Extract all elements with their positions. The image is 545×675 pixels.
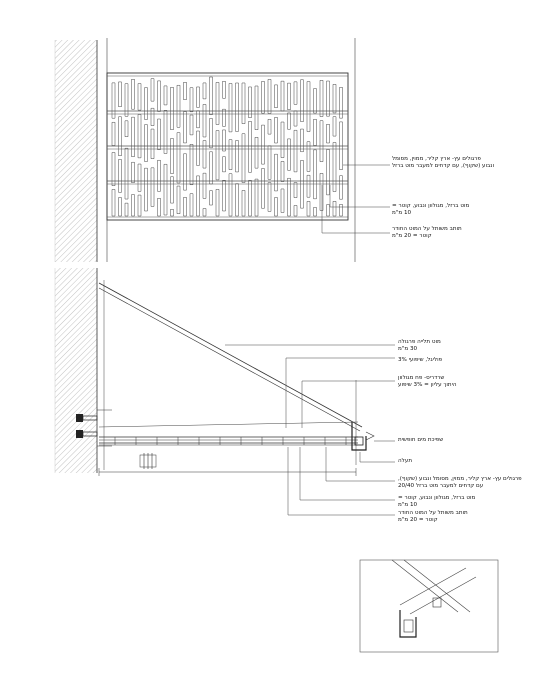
leader-top-rod: [330, 185, 390, 207]
section-label-polycarbonate: פוליגל, שיפועי 3%: [398, 357, 443, 363]
section-label-flashing: שרדריס- פח מגולוון היתוך עליון = 3% שיפוע: [398, 375, 457, 388]
detail-inset: [360, 560, 498, 652]
section-view: [55, 268, 395, 515]
section-label-steel-rod: מוט ברזל, מגולוון ונבוע, קוטר = 10 מ"מ: [398, 495, 476, 508]
deck-slat-joints: [115, 437, 346, 445]
gutter-profile: [352, 422, 374, 450]
detail-clip: [433, 598, 441, 607]
leader-wood-slats: [326, 447, 395, 481]
top-view-plan: [55, 38, 390, 262]
leader-top-sleeve: [322, 185, 390, 233]
lower-bracket: [140, 453, 156, 469]
section-label-drain: שפיכת מים חופשית: [398, 437, 444, 443]
top-wall-hatch: [55, 40, 97, 262]
hanging-rod: [99, 283, 362, 427]
leader-gutter: [360, 452, 395, 462]
section-label-wood-slats: פרגולים עץ- ארץ קליר, ממוין, מסומל ונבוע (שקוף), עם קדחים למעבר מוט ברזל 20/40: [398, 476, 522, 489]
section-label-gutter: תעלה: [398, 458, 413, 464]
section-label-hanging-rod: מוט תלייה פרגולה 30 מ"מ: [398, 339, 441, 352]
leader-flashing: [302, 381, 395, 428]
section-label-sleeve: תותב משותל על המוט החודר קוטר = 20 מ"מ: [398, 510, 468, 523]
top-label-wood-slats: פרגולים עץ- ארץ קליר, ממוין, מסומל ונבוע (שקוף), עם קדחים למעבר מוט ברזל: [392, 156, 495, 169]
leader-polycarbonate: [286, 358, 395, 428]
section-wall-hatch: [55, 268, 97, 473]
leader-steel-rod: [300, 447, 395, 500]
pergola-frame: [107, 73, 348, 220]
top-label-sleeve: תותב משותל על המוט החודר קוטר = 20 מ"מ: [392, 226, 462, 239]
detail-frame: [360, 560, 498, 652]
pergola-deck: [99, 422, 358, 445]
detail-gutter: [400, 610, 416, 637]
top-label-steel-rod: מוט ברזל, מגולוון ונבוע, קוטר = 10 מ"מ: [392, 203, 470, 216]
pergola-slats: [112, 77, 343, 216]
